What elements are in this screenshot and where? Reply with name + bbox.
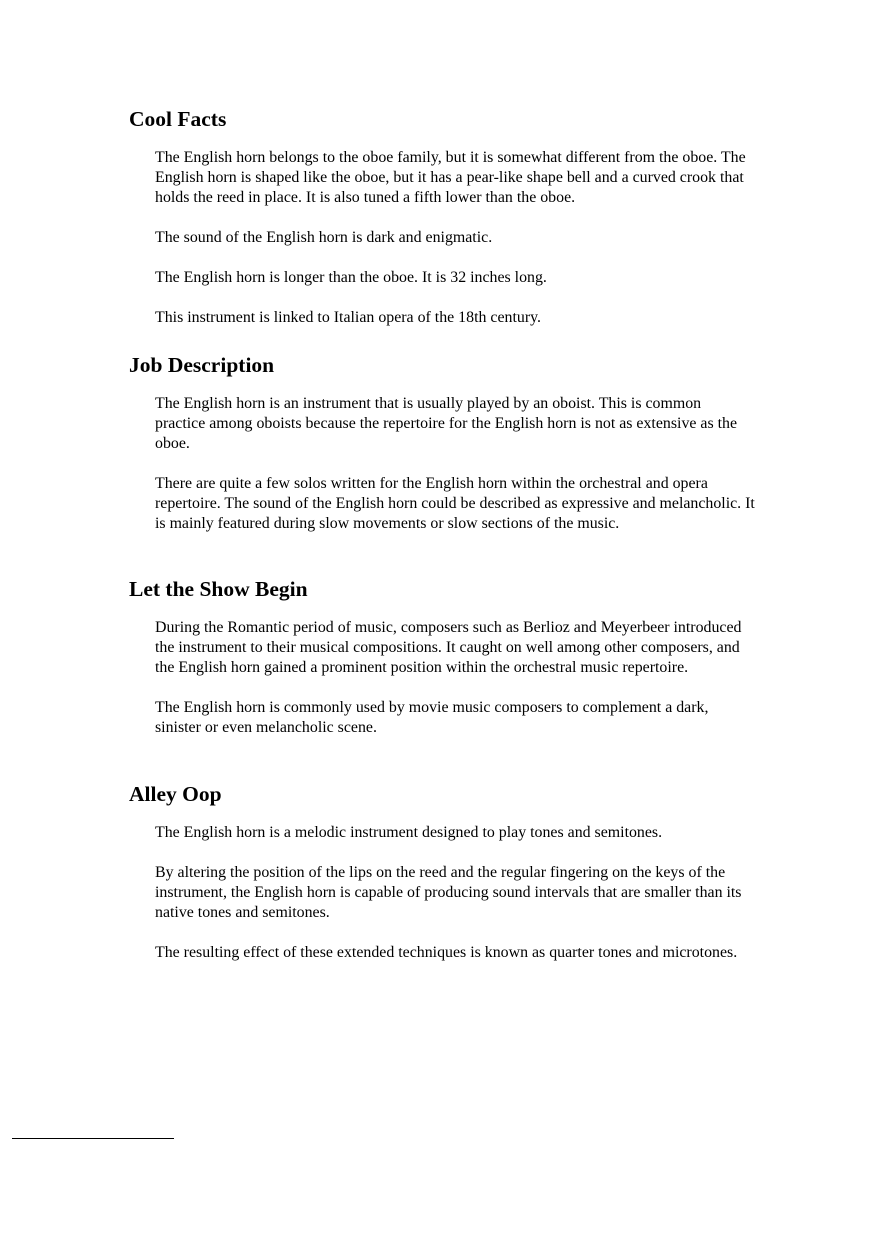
section-job-description	[129, 352, 769, 534]
paragraph: The English horn is commonly used by movie music composers to complement a dark, sinister or even melancholic scene.	[155, 699, 709, 736]
section-heading: Let the Show Begin	[129, 577, 308, 601]
paragraph: The English horn is a melodic instrument designed to play tones and semitones.	[155, 824, 663, 841]
paragraph: The English horn is an instrument that is usually played by an oboist. This is common practice among oboists because the repertoire for the English horn is not as extensive as the oboe.	[155, 395, 738, 452]
paragraph: The resulting effect of these extended techniques is known as quarter tones and microtones.	[155, 944, 738, 961]
paragraph: During the Romantic period of music, composers such as Berlioz and Meyerbeer introduced the instrument to their musical compositions. It caught on well among other composers, and the English horn gained a prominent position within the orchestral music repertoire.	[155, 619, 742, 676]
section-cool-facts	[129, 106, 769, 328]
paragraph: There are quite a few solos written for the English horn within the orchestral and opera repertoire. The sound of the English horn could be described as expressive and melancholic. It is mainly featured during slow movements or slow sections of the music.	[155, 475, 755, 532]
section-alley-oop	[129, 781, 769, 963]
section-heading: Cool Facts	[129, 107, 227, 131]
section-heading: Alley Oop	[129, 782, 222, 806]
paragraph: The English horn is longer than the oboe. It is 32 inches long.	[155, 269, 547, 286]
footnote-separator	[12, 1138, 174, 1139]
paragraph: By altering the position of the lips on the reed and the regular fingering on the keys of the instrument, the English horn is capable of producing sound intervals that are smaller than its native tones and semitones.	[155, 864, 742, 921]
paragraph: The sound of the English horn is dark and enigmatic.	[155, 229, 493, 246]
section-heading: Job Description	[129, 353, 275, 377]
section-let-the-show-begin	[129, 576, 769, 738]
paragraph: The English horn belongs to the oboe family, but it is somewhat different from the oboe. The English horn is shaped like the oboe, but it has a pear-like shape bell and a curved crook that holds the reed in place. It is also tuned a fifth lower than the oboe.	[155, 149, 746, 206]
paragraph: This instrument is linked to Italian opera of the 18th century.	[155, 309, 541, 326]
